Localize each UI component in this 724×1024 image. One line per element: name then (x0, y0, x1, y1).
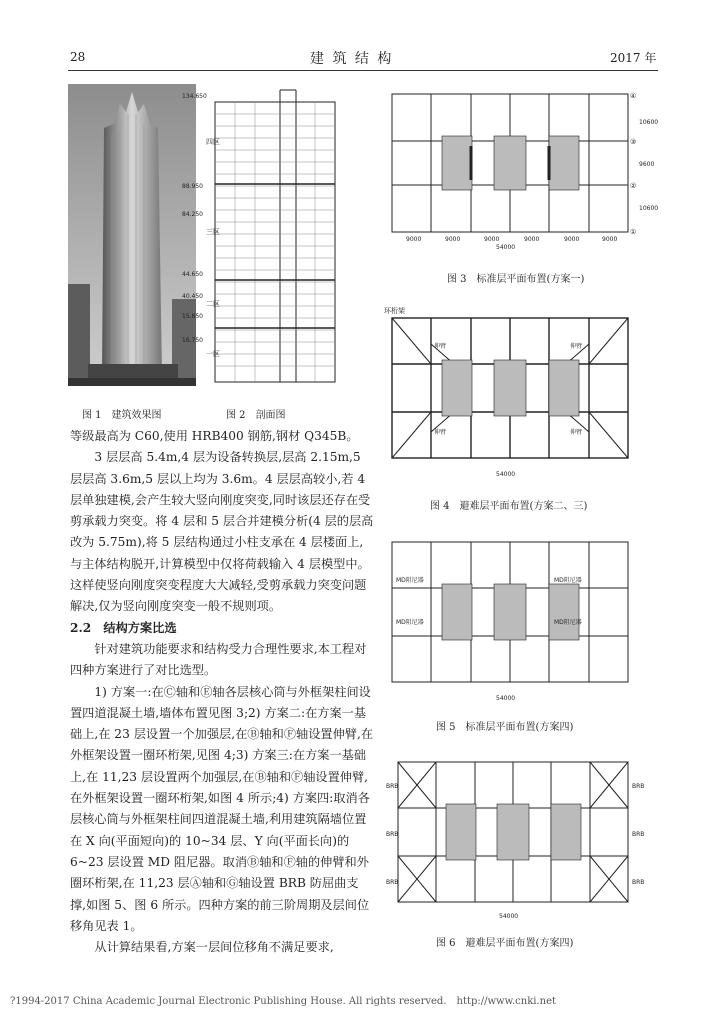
elev-label-6: 15.850 (182, 313, 203, 320)
building-rendering-image (68, 84, 196, 386)
svg-text:9000: 9000 (564, 236, 580, 243)
svg-text:BRB: BRB (386, 831, 399, 838)
header-rule (68, 70, 658, 71)
svg-text:MD阻尼器: MD阻尼器 (396, 577, 424, 584)
svg-text:BRB: BRB (386, 879, 399, 886)
svg-text:9000: 9000 (445, 236, 461, 243)
svg-text:9000: 9000 (406, 236, 422, 243)
fig2-caption: 图 2 剖面图 (226, 410, 286, 421)
svg-text:④: ④ (630, 92, 637, 100)
svg-text:BRB: BRB (632, 783, 645, 790)
svg-text:BRB: BRB (386, 783, 399, 790)
svg-text:9600: 9600 (639, 161, 655, 168)
fig1-caption: 图 1 建筑效果图 (82, 410, 162, 421)
tower-shape (102, 92, 162, 374)
elev-label-2: 88.950 (182, 183, 203, 190)
zone-label-1: 一区 (206, 350, 220, 358)
zone-label-4: 四区 (206, 138, 220, 146)
svg-text:MD阻尼器: MD阻尼器 (396, 619, 424, 626)
year: 2017 年 (610, 51, 657, 65)
plan-fig6 (384, 752, 660, 922)
elev-label-1: 134.650 (182, 93, 207, 100)
svg-text:伸臂: 伸臂 (434, 429, 447, 436)
fig6-caption: 图 6 避难层平面布置(方案四) (436, 938, 574, 949)
zone-label-3: 三区 (206, 228, 220, 236)
svg-text:伸臂: 伸臂 (570, 343, 583, 350)
paragraph-2: 3 层层高 5.4m,4 层为设备转换层,层高 2.15m,5 层层高 3.6m,5 层以上均为 3.6m。4 层层高较小,若 4 层单独建模,会产生较大竖向刚度突变,同时该层还存在受剪承载力突变。将 4 层和 5 层合并建模分析(4 层的层高改为 5.75m),将 5 层结构通过小柱支承在 4 层楼面上,与主体结构脱开,计算模型中仅将荷载输入 4 层模型中。这样使竖向刚度突变程度大大减轻,受剪承载力突变问题解决,仅为竖向刚度突变一般不规则项。 (70, 450, 374, 614)
svg-text:54000: 54000 (496, 695, 516, 702)
svg-text:9000: 9000 (484, 236, 500, 243)
fig5-caption: 图 5 标准层平面布置(方案四) (436, 722, 574, 733)
svg-text:54000: 54000 (496, 471, 516, 478)
svg-text:③: ③ (630, 138, 637, 146)
journal-title: 建 筑 结 构 (310, 51, 394, 67)
plan-fig5 (384, 532, 660, 704)
page-number: 28 (70, 50, 86, 64)
fig3-caption: 图 3 标准层平面布置(方案一) (447, 274, 585, 285)
svg-text:10600: 10600 (639, 205, 659, 212)
svg-text:10600: 10600 (639, 119, 659, 126)
fig4-caption: 图 4 避难层平面布置(方案二、三) (430, 501, 588, 512)
svg-text:MD阻尼器: MD阻尼器 (554, 619, 582, 626)
section-drawing (180, 84, 350, 386)
elev-label-3: 84.250 (182, 211, 203, 218)
svg-text:54000: 54000 (496, 244, 516, 251)
svg-text:②: ② (630, 182, 637, 190)
zone-label-2: 二区 (206, 300, 220, 308)
copyright-footer: ?1994-2017 China Academic Journal Electronic Publishing House. All rights reserved. http://www.cnki.net (10, 996, 557, 1007)
plan-fig4 (384, 304, 660, 480)
paragraph-5: 从计算结果看,方案一层间位移角不满足要求, (94, 940, 334, 955)
ring-truss-label: 环桁架 (384, 307, 405, 315)
svg-text:伸臂: 伸臂 (570, 429, 583, 436)
svg-text:伸臂: 伸臂 (434, 343, 447, 350)
paragraph-1: 等级最高为 C60,使用 HRB400 钢筋,钢材 Q345B。 (70, 429, 359, 443)
svg-text:9000: 9000 (524, 236, 540, 243)
section-heading: 2.2 结构方案比选 (70, 620, 177, 635)
plan-fig3 (384, 84, 660, 254)
paragraph-3: 针对建筑功能要求和结构受力合理性要求,本工程对四种方案进行了对比选型。 (70, 641, 367, 678)
svg-text:9000: 9000 (602, 236, 618, 243)
paragraph-4: 1) 方案一:在Ⓒ轴和Ⓔ轴各层核心筒与外框架柱间设置四道混凝土墙,墙体布置见图 3;2) 方案二:在方案一基础上,在 23 层设置一个加强层,在Ⓑ轴和Ⓕ轴设置伸臂,在外框架设置一圈环桁架,见图 4;3) 方案三:在方案一基础上,在 11,23 层设置两个加强层,在Ⓑ轴和Ⓕ轴设置伸臂,在外框架设置一圈环桁架,如图 4 所示;4) 方案四:取消各层核心筒与外框架柱间四道混凝土墙,利用建筑隔墙位置在 X 向(平面短向)的 10~34 层、Y 向(平面长向)的 6~23 层设置 MD 阻尼器。取消Ⓑ轴和Ⓕ轴的伸臂和外圈环桁架,在 11,23 层Ⓐ轴和Ⓖ轴设置 BRB 防屈曲支撑,如图 5、图 6 所示。四种方案的前三阶周期及层间位移角见表 1。 (70, 684, 374, 933)
svg-text:54000: 54000 (499, 913, 519, 920)
elev-label-4: 44.650 (182, 271, 203, 278)
body-text-column (70, 426, 374, 958)
svg-text:①: ① (630, 228, 637, 236)
elev-label-5: 40.450 (182, 293, 203, 300)
svg-text:BRB: BRB (632, 879, 645, 886)
svg-text:MD阻尼器: MD阻尼器 (554, 577, 582, 584)
svg-text:BRB: BRB (632, 831, 645, 838)
elev-label-7: 16.750 (182, 337, 203, 344)
